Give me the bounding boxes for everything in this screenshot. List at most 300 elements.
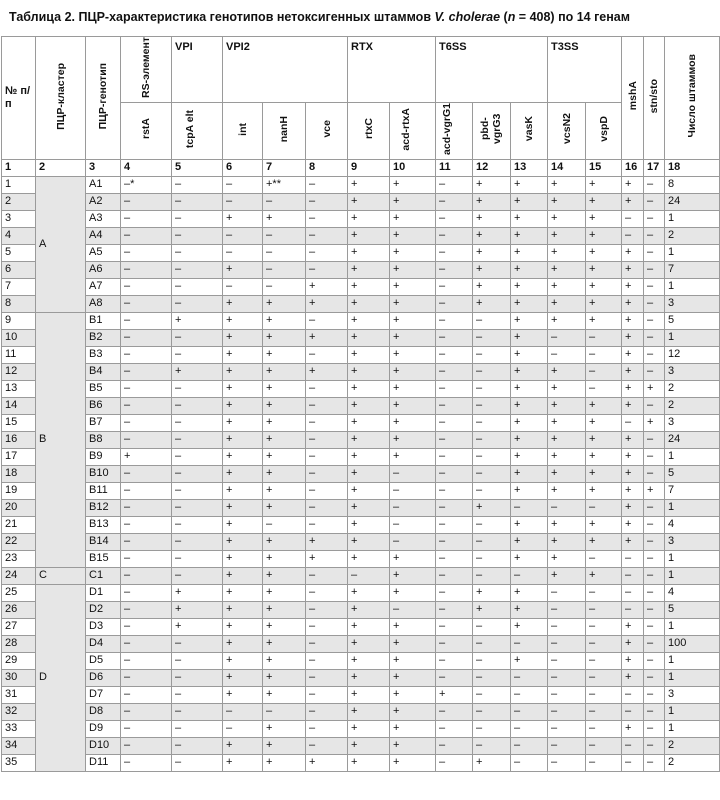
genotype-cell: B2 xyxy=(86,329,121,346)
gene-result-cell: – xyxy=(172,244,223,261)
gene-result-cell: + xyxy=(586,431,622,448)
gene-result-cell: – xyxy=(121,669,172,686)
gene-result-cell: – xyxy=(172,448,223,465)
gene-result-cell: + xyxy=(348,346,390,363)
gene-result-cell: + xyxy=(622,397,644,414)
row-number: 7 xyxy=(2,278,36,295)
strain-count-cell: 1 xyxy=(665,278,720,295)
gene-result-cell: – xyxy=(436,533,473,550)
gene-result-cell: – xyxy=(436,482,473,499)
row-number: 9 xyxy=(2,312,36,329)
genotype-cell: B14 xyxy=(86,533,121,550)
row-number: 5 xyxy=(2,244,36,261)
gene-result-cell: + xyxy=(390,244,436,261)
gene-result-cell: + xyxy=(263,618,306,635)
strain-count-cell: 4 xyxy=(665,584,720,601)
gene-result-cell: + xyxy=(223,652,263,669)
gene-result-cell: + xyxy=(473,584,511,601)
genotype-cell: B13 xyxy=(86,516,121,533)
gene-result-cell: – xyxy=(644,295,665,312)
gene-result-cell: – xyxy=(548,346,586,363)
gene-result-cell: + xyxy=(348,618,390,635)
gene-result-cell: + xyxy=(223,482,263,499)
gene-result-cell: + xyxy=(622,380,644,397)
gene-result-cell: – xyxy=(644,601,665,618)
gene-result-cell: – xyxy=(121,720,172,737)
gene-result-cell: – xyxy=(436,550,473,567)
gene-result-cell: – xyxy=(306,380,348,397)
header-group-t3ss: T3SS xyxy=(548,37,622,103)
gene-result-cell: + xyxy=(548,482,586,499)
table-row xyxy=(2,584,720,601)
gene-result-cell: + xyxy=(390,737,436,754)
strain-count-cell: 1 xyxy=(665,567,720,584)
gene-result-cell: + xyxy=(473,210,511,227)
gene-result-cell: – xyxy=(172,550,223,567)
gene-result-cell: – xyxy=(473,312,511,329)
gene-result-cell: – xyxy=(121,601,172,618)
gene-result-cell: – xyxy=(473,346,511,363)
gene-result-cell: – xyxy=(121,567,172,584)
genotype-cell: D8 xyxy=(86,703,121,720)
gene-result-cell: + xyxy=(390,363,436,380)
gene-result-cell: + xyxy=(263,380,306,397)
strain-count-cell: 2 xyxy=(665,380,720,397)
table-row xyxy=(2,516,720,533)
gene-result-cell: + xyxy=(263,482,306,499)
gene-result-cell: – xyxy=(644,584,665,601)
table-row xyxy=(2,244,720,261)
strain-count-cell: 1 xyxy=(665,550,720,567)
gene-result-cell: – xyxy=(644,720,665,737)
gene-result-cell: – xyxy=(644,499,665,516)
row-number: 34 xyxy=(2,737,36,754)
gene-result-cell: – xyxy=(473,652,511,669)
header-count: Число штаммов xyxy=(665,37,720,160)
gene-result-cell: + xyxy=(263,652,306,669)
gene-result-cell: – xyxy=(644,431,665,448)
gene-result-cell: + xyxy=(511,176,548,193)
gene-result-cell: – xyxy=(644,363,665,380)
gene-result-cell: + xyxy=(263,312,306,329)
strain-count-cell: 2 xyxy=(665,737,720,754)
gene-result-cell: – xyxy=(473,550,511,567)
gene-result-cell: – xyxy=(436,261,473,278)
row-number: 13 xyxy=(2,380,36,397)
gene-result-cell: – xyxy=(306,431,348,448)
gene-result-cell: – xyxy=(473,329,511,346)
gene-result-cell: + xyxy=(511,533,548,550)
gene-result-cell: + xyxy=(172,601,223,618)
gene-result-cell: + xyxy=(223,346,263,363)
gene-result-cell: + xyxy=(586,465,622,482)
gene-result-cell: – xyxy=(121,210,172,227)
header-gene-vspD: vspD xyxy=(586,102,622,159)
gene-result-cell: – xyxy=(436,176,473,193)
gene-result-cell: – xyxy=(121,584,172,601)
gene-result-cell: + xyxy=(622,278,644,295)
gene-result-cell: + xyxy=(348,244,390,261)
header-gene-stn: stn/sto xyxy=(644,37,665,160)
gene-result-cell: + xyxy=(390,720,436,737)
header-group-vpi2: VPI2 xyxy=(223,37,348,103)
row-number: 11 xyxy=(2,346,36,363)
gene-result-cell: + xyxy=(223,567,263,584)
header-gene-mshA: mshA xyxy=(622,37,644,160)
gene-result-cell: – xyxy=(436,635,473,652)
gene-result-cell: + xyxy=(172,312,223,329)
gene-result-cell: – xyxy=(390,499,436,516)
gene-result-cell: + xyxy=(348,635,390,652)
row-number: 6 xyxy=(2,261,36,278)
gene-result-cell: – xyxy=(586,363,622,380)
gene-result-cell: + xyxy=(263,295,306,312)
header-group-rs: RS-элемент xyxy=(121,37,172,103)
gene-result-cell: + xyxy=(548,414,586,431)
row-number: 20 xyxy=(2,499,36,516)
table-row xyxy=(2,465,720,482)
gene-result-cell: + xyxy=(223,516,263,533)
genotype-cell: D9 xyxy=(86,720,121,737)
gene-result-cell: – xyxy=(473,397,511,414)
column-number: 6 xyxy=(223,159,263,176)
gene-result-cell: + xyxy=(348,227,390,244)
gene-result-cell: – xyxy=(644,737,665,754)
gene-result-cell: + xyxy=(390,414,436,431)
gene-result-cell: – xyxy=(473,431,511,448)
gene-result-cell: – xyxy=(511,669,548,686)
genotype-cell: D4 xyxy=(86,635,121,652)
gene-result-cell: – xyxy=(436,278,473,295)
gene-result-cell: – xyxy=(586,550,622,567)
column-number: 16 xyxy=(622,159,644,176)
gene-result-cell: + xyxy=(622,482,644,499)
gene-result-cell: + xyxy=(622,635,644,652)
gene-result-cell: – xyxy=(622,210,644,227)
gene-result-cell: + xyxy=(223,499,263,516)
column-number: 13 xyxy=(511,159,548,176)
gene-result-cell: + xyxy=(390,380,436,397)
genotype-cell: D1 xyxy=(86,584,121,601)
gene-result-cell: – xyxy=(223,720,263,737)
gene-result-cell: + xyxy=(548,448,586,465)
table-row xyxy=(2,720,720,737)
header-gene-rstA: rstA xyxy=(121,102,172,159)
gene-result-cell: + xyxy=(622,193,644,210)
column-number: 3 xyxy=(86,159,121,176)
gene-result-cell: – xyxy=(121,278,172,295)
gene-result-cell: + xyxy=(263,465,306,482)
gene-result-cell: + xyxy=(622,295,644,312)
gene-result-cell: – xyxy=(172,346,223,363)
gene-result-cell: + xyxy=(622,652,644,669)
gene-result-cell: – xyxy=(644,516,665,533)
table-row xyxy=(2,703,720,720)
gene-result-cell: + xyxy=(348,584,390,601)
gene-result-cell: – xyxy=(121,329,172,346)
gene-result-cell: + xyxy=(586,567,622,584)
row-number: 2 xyxy=(2,193,36,210)
gene-result-cell: + xyxy=(622,176,644,193)
header-group-vpi: VPI xyxy=(172,37,223,103)
gene-result-cell: + xyxy=(548,193,586,210)
gene-result-cell: + xyxy=(622,448,644,465)
gene-result-cell: + xyxy=(263,754,306,771)
gene-result-cell: – xyxy=(121,482,172,499)
table-row xyxy=(2,346,720,363)
gene-result-cell: + xyxy=(348,295,390,312)
strain-count-cell: 3 xyxy=(665,686,720,703)
gene-result-cell: – xyxy=(473,482,511,499)
genotype-cell: B4 xyxy=(86,363,121,380)
strain-count-cell: 24 xyxy=(665,431,720,448)
gene-result-cell: + xyxy=(263,431,306,448)
row-number: 26 xyxy=(2,601,36,618)
gene-result-cell: + xyxy=(263,533,306,550)
table-row xyxy=(2,533,720,550)
gene-result-cell: + xyxy=(586,210,622,227)
gene-result-cell: – xyxy=(306,346,348,363)
gene-result-cell: + xyxy=(223,754,263,771)
gene-result-cell: – xyxy=(644,686,665,703)
gene-result-cell: + xyxy=(473,193,511,210)
gene-result-cell: – xyxy=(644,652,665,669)
gene-result-cell: + xyxy=(511,380,548,397)
gene-result-cell: – xyxy=(622,227,644,244)
gene-result-cell: – xyxy=(644,669,665,686)
gene-result-cell: + xyxy=(511,618,548,635)
gene-result-cell: + xyxy=(390,703,436,720)
gene-result-cell: – xyxy=(172,516,223,533)
gene-result-cell: – xyxy=(622,414,644,431)
gene-result-cell: + xyxy=(390,278,436,295)
column-number-row xyxy=(2,159,720,176)
gene-result-cell: – xyxy=(121,261,172,278)
gene-result-cell: + xyxy=(223,414,263,431)
column-number: 7 xyxy=(263,159,306,176)
genotype-cell: A4 xyxy=(86,227,121,244)
gene-result-cell: + xyxy=(511,448,548,465)
header-gene-nanH: nanH xyxy=(263,102,306,159)
gene-result-cell: + xyxy=(121,448,172,465)
gene-result-cell: – xyxy=(121,652,172,669)
gene-result-cell: – xyxy=(644,193,665,210)
gene-result-cell: + xyxy=(622,312,644,329)
gene-result-cell: – xyxy=(586,754,622,771)
gene-result-cell: – xyxy=(622,550,644,567)
gene-result-cell: – xyxy=(121,737,172,754)
row-number: 25 xyxy=(2,584,36,601)
gene-result-cell: – xyxy=(644,312,665,329)
gene-result-cell: – xyxy=(548,703,586,720)
gene-result-cell: – xyxy=(473,618,511,635)
gene-result-cell: – xyxy=(548,669,586,686)
gene-result-cell: – xyxy=(436,516,473,533)
gene-result-cell: + xyxy=(390,176,436,193)
gene-result-cell: + xyxy=(473,176,511,193)
gene-result-cell: – xyxy=(263,244,306,261)
header-group-t6ss: T6SS xyxy=(436,37,548,103)
strain-count-cell: 2 xyxy=(665,227,720,244)
gene-result-cell: + xyxy=(622,431,644,448)
strain-count-cell: 3 xyxy=(665,533,720,550)
row-number: 16 xyxy=(2,431,36,448)
gene-result-cell: – xyxy=(473,533,511,550)
row-number: 19 xyxy=(2,482,36,499)
gene-result-cell: – xyxy=(644,567,665,584)
strain-count-cell: 1 xyxy=(665,720,720,737)
header-cluster: ПЦР-кластер xyxy=(36,37,86,160)
gene-result-cell: – xyxy=(348,567,390,584)
gene-result-cell: + xyxy=(511,261,548,278)
strain-count-cell: 3 xyxy=(665,414,720,431)
gene-result-cell: + xyxy=(223,448,263,465)
gene-result-cell: – xyxy=(306,703,348,720)
gene-result-cell: – xyxy=(436,380,473,397)
gene-result-cell: – xyxy=(644,465,665,482)
header-group-row xyxy=(2,37,720,103)
gene-result-cell: + xyxy=(548,227,586,244)
gene-result-cell: + xyxy=(348,703,390,720)
gene-result-cell: – xyxy=(306,516,348,533)
gene-result-cell: + xyxy=(436,686,473,703)
strain-count-cell: 1 xyxy=(665,703,720,720)
gene-result-cell: + xyxy=(548,533,586,550)
table-row xyxy=(2,397,720,414)
gene-result-cell: – xyxy=(172,414,223,431)
gene-result-cell: – xyxy=(622,686,644,703)
gene-result-cell: + xyxy=(306,363,348,380)
strain-count-cell: 1 xyxy=(665,499,720,516)
genotype-cell: B8 xyxy=(86,431,121,448)
gene-result-cell: + xyxy=(390,346,436,363)
gene-result-cell: + xyxy=(348,533,390,550)
gene-result-cell: + xyxy=(223,295,263,312)
gene-result-cell: – xyxy=(436,414,473,431)
strain-count-cell: 12 xyxy=(665,346,720,363)
gene-result-cell: – xyxy=(390,533,436,550)
genotype-cell: B3 xyxy=(86,346,121,363)
gene-result-cell: + xyxy=(586,176,622,193)
header-gene-vcsN2: vcsN2 xyxy=(548,102,586,159)
gene-result-cell: + xyxy=(622,720,644,737)
cluster-label: C xyxy=(36,567,86,584)
gene-result-cell: + xyxy=(511,346,548,363)
gene-result-cell: – xyxy=(121,533,172,550)
gene-result-cell: – xyxy=(511,703,548,720)
gene-result-cell: + xyxy=(263,363,306,380)
gene-result-cell: – xyxy=(473,414,511,431)
strain-count-cell: 1 xyxy=(665,618,720,635)
gene-result-cell: – xyxy=(644,346,665,363)
gene-result-cell: – xyxy=(548,499,586,516)
row-number: 15 xyxy=(2,414,36,431)
genotype-cell: A1 xyxy=(86,176,121,193)
gene-result-cell: + xyxy=(348,686,390,703)
gene-result-cell: – xyxy=(473,703,511,720)
genotype-cell: D10 xyxy=(86,737,121,754)
row-number: 22 xyxy=(2,533,36,550)
gene-result-cell: – xyxy=(306,176,348,193)
gene-result-cell: – xyxy=(644,244,665,261)
gene-result-cell: – xyxy=(436,397,473,414)
gene-result-cell: + xyxy=(390,584,436,601)
gene-result-cell: + xyxy=(263,329,306,346)
gene-result-cell: – xyxy=(644,176,665,193)
gene-result-cell: + xyxy=(511,227,548,244)
gene-result-cell: – xyxy=(306,397,348,414)
gene-result-cell: + xyxy=(548,380,586,397)
gene-result-cell: + xyxy=(348,550,390,567)
gene-result-cell: – xyxy=(263,278,306,295)
gene-result-cell: – xyxy=(121,295,172,312)
genotype-cell: B10 xyxy=(86,465,121,482)
gene-result-cell: – xyxy=(473,737,511,754)
gene-result-cell: – xyxy=(172,737,223,754)
gene-result-cell: – xyxy=(473,465,511,482)
gene-result-cell: – xyxy=(306,635,348,652)
gene-result-cell: + xyxy=(473,261,511,278)
gene-result-cell: – xyxy=(473,448,511,465)
gene-result-cell: – xyxy=(263,703,306,720)
gene-result-cell: – xyxy=(548,601,586,618)
gene-result-cell: + xyxy=(348,431,390,448)
gene-result-cell: – xyxy=(511,686,548,703)
header-gene-vce: vce xyxy=(306,102,348,159)
gene-result-cell: – xyxy=(473,380,511,397)
gene-result-cell: – xyxy=(121,465,172,482)
cluster-label: D xyxy=(36,584,86,771)
header-gene-tcpA: tcpA elt xyxy=(172,102,223,159)
gene-result-cell: – xyxy=(436,193,473,210)
gene-result-cell: – xyxy=(263,227,306,244)
gene-result-cell: – xyxy=(473,635,511,652)
gene-result-cell: – xyxy=(436,210,473,227)
gene-result-cell: – xyxy=(436,363,473,380)
gene-result-cell: – xyxy=(121,346,172,363)
gene-result-cell: – xyxy=(172,465,223,482)
gene-result-cell: + xyxy=(263,414,306,431)
genotype-cell: D5 xyxy=(86,652,121,669)
header-gene-rtxC: rtxC xyxy=(348,102,390,159)
table-row xyxy=(2,686,720,703)
row-number: 33 xyxy=(2,720,36,737)
gene-result-cell: + xyxy=(622,244,644,261)
gene-result-cell: + xyxy=(548,244,586,261)
gene-result-cell: + xyxy=(348,499,390,516)
gene-result-cell: + xyxy=(263,601,306,618)
gene-result-cell: + xyxy=(390,227,436,244)
table-row xyxy=(2,193,720,210)
gene-result-cell: – xyxy=(644,397,665,414)
column-number: 14 xyxy=(548,159,586,176)
strain-count-cell: 100 xyxy=(665,635,720,652)
gene-result-cell: – xyxy=(172,720,223,737)
gene-result-cell: + xyxy=(622,261,644,278)
gene-result-cell: + xyxy=(390,397,436,414)
gene-result-cell: – xyxy=(586,380,622,397)
gene-result-cell: + xyxy=(548,278,586,295)
gene-result-cell: + xyxy=(348,669,390,686)
gene-result-cell: + xyxy=(306,754,348,771)
gene-result-cell: + xyxy=(223,601,263,618)
genotype-cell: A3 xyxy=(86,210,121,227)
row-number: 18 xyxy=(2,465,36,482)
gene-result-cell: + xyxy=(473,227,511,244)
genotype-cell: B6 xyxy=(86,397,121,414)
gene-result-cell: + xyxy=(263,210,306,227)
table-row xyxy=(2,176,720,193)
